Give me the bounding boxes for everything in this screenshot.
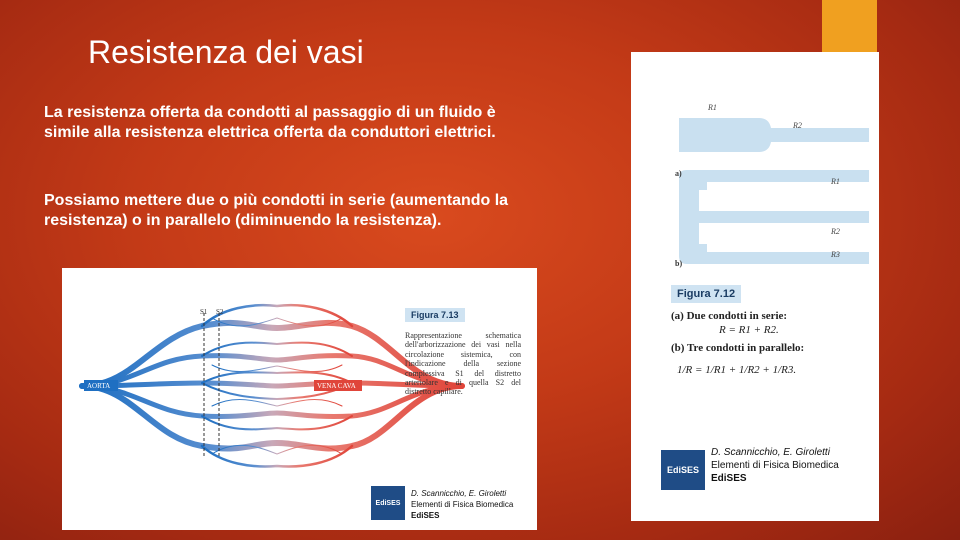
credit-publisher-right: EdiSES (711, 473, 747, 484)
figure-7-13-caption (405, 305, 521, 397)
formula-block (671, 309, 871, 377)
conduits-diagram (631, 52, 879, 282)
series-description: (a) Due condotti in serie: (671, 310, 788, 322)
series-conduits (679, 118, 869, 152)
credit-book-right: Elementi di Fisica Biomedica (711, 460, 839, 471)
credit-book: Elementi di Fisica Biomedica (411, 500, 514, 509)
publisher-credit-right (661, 446, 871, 494)
publisher-credit (371, 480, 531, 524)
credit-authors: D. Scannicchio, E. Giroletti (411, 489, 507, 498)
caption-text: Rappresentazione schematica dell'arborizzazione dei vasi nella circolazione sistemica, con l'indicazione della sezione complessiva S1 del distretto arteriolare e di quella S2 del distretto capillare. (405, 331, 521, 397)
credit-publisher: EdiSES (411, 511, 440, 520)
credit-authors-right: D. Scannicchio, E. Giroletti (711, 447, 830, 458)
r2-series-label: R2 (793, 121, 802, 130)
caption-title: Figura 7.13 (405, 308, 465, 322)
s2-label: S2 (216, 308, 224, 316)
r3-parallel-label: R3 (831, 250, 840, 259)
slide-title: Resistenza dei vasi (88, 34, 364, 70)
edises-logo: EdiSES (371, 486, 405, 520)
series-parallel-figure (631, 52, 879, 521)
r1-series-label: R1 (708, 103, 717, 112)
vena-cava-label: VENA CAVA (317, 382, 356, 390)
parallel-description: (b) Tre condotti in parallelo: (671, 342, 805, 354)
r1-parallel-label: R1 (831, 177, 840, 186)
edises-logo-right: EdiSES (661, 450, 705, 490)
series-formula: R = R1 + R2. (719, 324, 779, 336)
parallel-conduits (679, 170, 869, 264)
figure-7-12-caption-title: Figura 7.12 (671, 285, 741, 303)
label-a: a) (675, 169, 682, 178)
accent-bar (822, 0, 877, 52)
label-b: b) (675, 259, 683, 268)
s1-label: S1 (200, 308, 208, 316)
paragraph-resistance: La resistenza offerta da condotti al passaggio di un fluido è simile alla resistenza elettrica offerta da conduttori elettrici. (44, 104, 496, 141)
parallel-formula: 1/R = 1/R1 + 1/R2 + 1/R3. (677, 364, 797, 376)
vascular-tree-figure (62, 268, 537, 530)
aorta-label: AORTA (87, 382, 111, 390)
r2-parallel-label: R2 (831, 227, 840, 236)
paragraph-series-parallel: Possiamo mettere due o più condotti in serie (aumentando la resistenza) o in parallelo (diminuendo la resistenza). (44, 192, 509, 229)
